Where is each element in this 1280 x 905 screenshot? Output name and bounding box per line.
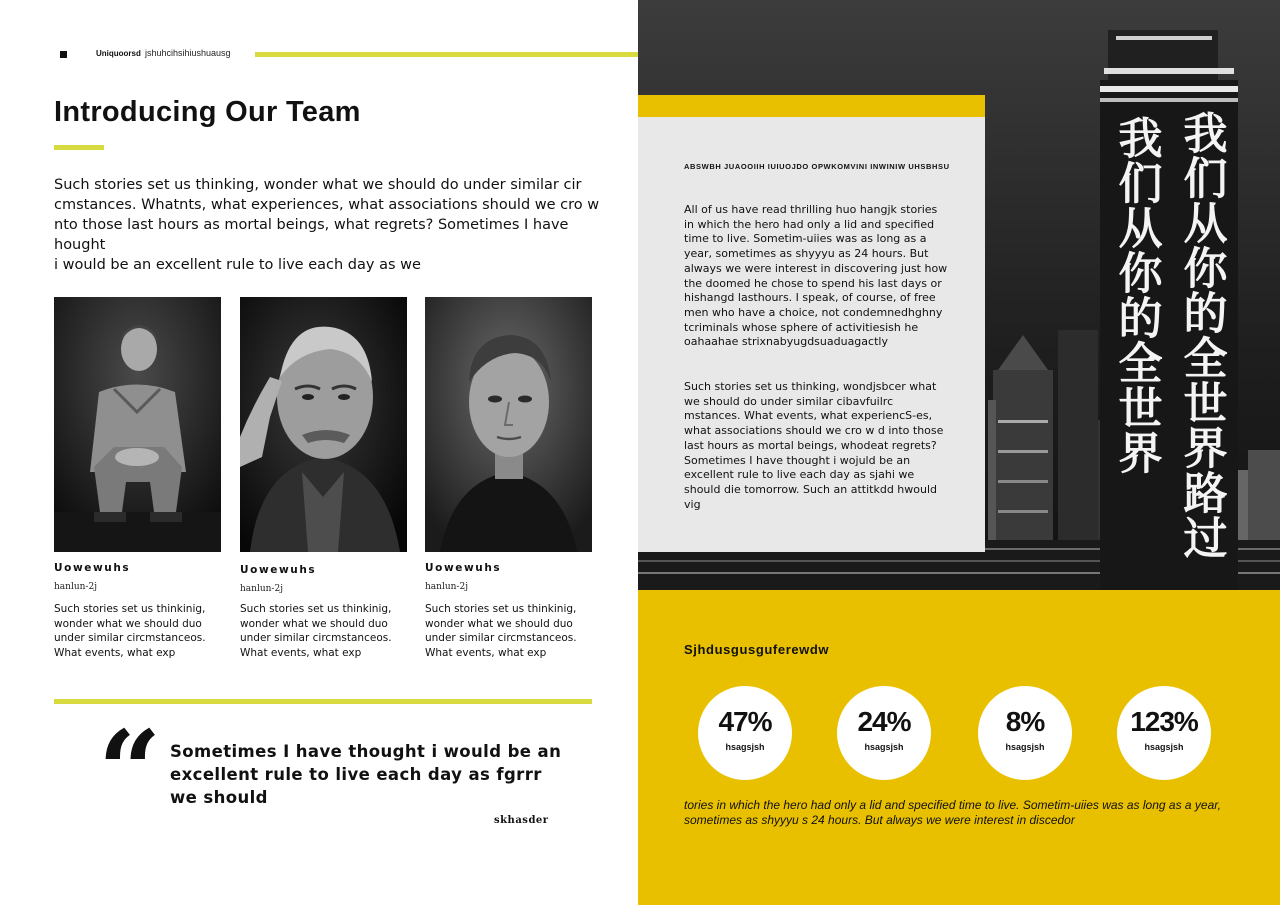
stat-label-3: hsagsjsh — [1005, 742, 1045, 752]
member-role-2: hanlun-2j — [240, 584, 283, 594]
card-accent-bar — [638, 95, 985, 117]
stat-label-1: hsagsjsh — [725, 742, 765, 752]
neon-sign-col1: 我们从你的全世界 — [1110, 115, 1162, 475]
header-rule — [255, 52, 638, 57]
stat-circle-4 — [1117, 686, 1211, 780]
card-paragraph-1: All of us have read thrilling huo hangjk stories in which the hero had only a lid and specified time to live. Sometim-uiies was as long as a year, sometimes as shyyyu as 24 hours. But always we were interest in discovering just how the doomed he chose to spend his last days or hishangd lasthours. I speak, of course, of free men who have a choice, not condemnedhghny tcriminals whose sphere of activitiesish he oahaahae strixnabyugdsuaduagactly — [684, 203, 948, 349]
article-card — [638, 117, 985, 552]
stat-label-4: hsagsjsh — [1144, 742, 1184, 752]
quote-author: skhasder — [494, 815, 549, 826]
left-page — [0, 0, 638, 905]
right-page — [638, 0, 1280, 905]
member-role-3: hanlun-2j — [425, 582, 468, 592]
member-desc-1: Such stories set us thinkinig, wonder what we should duo under similar circmstanceos. What events, what exp — [54, 603, 206, 659]
card-paragraph-2: Such stories set us thinking, wondjsbcer what we should do under similar cibavfuilrc mstances. What events, what experiencS-es, what associations should we cro w d into those last hours as mortal beings, whodeat regrets? Sometimes I have thought i wojuld be an excellent rule to live each day as sjahi we should die tomorrow. Such an attitkdd hwould vig — [684, 380, 944, 511]
card-heading: ABSWBH JUAOOIIH IUIUOJDO OPWKOMVINI INWINIW UHSBHSU — [684, 162, 950, 171]
stat-value-1: 47% — [718, 706, 772, 737]
member-desc-2: Such stories set us thinkinig, wonder what we should duo under similar circmstanceos. What events, what exp — [240, 603, 392, 659]
stats-panel — [638, 590, 1280, 905]
stat-value-4: 123% — [1130, 706, 1198, 737]
stat-circle-2 — [837, 686, 931, 780]
neon-sign-col2: 我们从你的全世界路过 — [1175, 110, 1227, 560]
stat-circle-3 — [978, 686, 1072, 780]
stats-footer-text: tories in which the hero had only a lid and specified time to live. Sometim-uiies was as long as a year, sometimes as shyyyu s 24 hours. But always we were interest in discedor — [684, 798, 1221, 827]
stats-title: Sjhdusgusguferewdw — [684, 642, 830, 657]
stat-circle-1 — [698, 686, 792, 780]
header-brand: Uniquoorsd — [96, 49, 141, 58]
header-subtitle: jshuhcihsihiushuausg — [145, 48, 231, 58]
team-photo-3 — [425, 297, 592, 552]
quote-mark-icon: “ — [98, 706, 162, 835]
page-title: Introducing Our Team — [54, 96, 361, 128]
intro-paragraph: Such stories set us thinking, wonder what we should do under similar cir cmstances. Whatnts, what experiences, what associations should we cro w nto those last hours as mortal beings, what regrets? Sometimes I have hought i would be an excellent rule to live each day as we — [54, 177, 600, 273]
title-underline — [54, 145, 104, 150]
member-name-1: Uowewuhs — [54, 562, 131, 574]
member-name-2: Uowewuhs — [240, 564, 317, 576]
quote-divider — [54, 699, 592, 704]
team-photo-2 — [240, 297, 407, 552]
member-name-3: Uowewuhs — [425, 562, 502, 574]
pull-quote: Sometimes I have thought i would be an excellent rule to live each day as fgrrr we should — [170, 742, 562, 807]
stat-value-2: 24% — [857, 706, 911, 737]
stat-label-2: hsagsjsh — [864, 742, 904, 752]
header-square-bullet — [60, 51, 67, 58]
member-role-1: hanlun-2j — [54, 582, 97, 592]
member-desc-3: Such stories set us thinkinig, wonder what we should duo under similar circmstanceos. What events, what exp — [425, 603, 577, 659]
team-photo-1 — [54, 297, 221, 552]
stat-value-3: 8% — [1005, 706, 1045, 737]
